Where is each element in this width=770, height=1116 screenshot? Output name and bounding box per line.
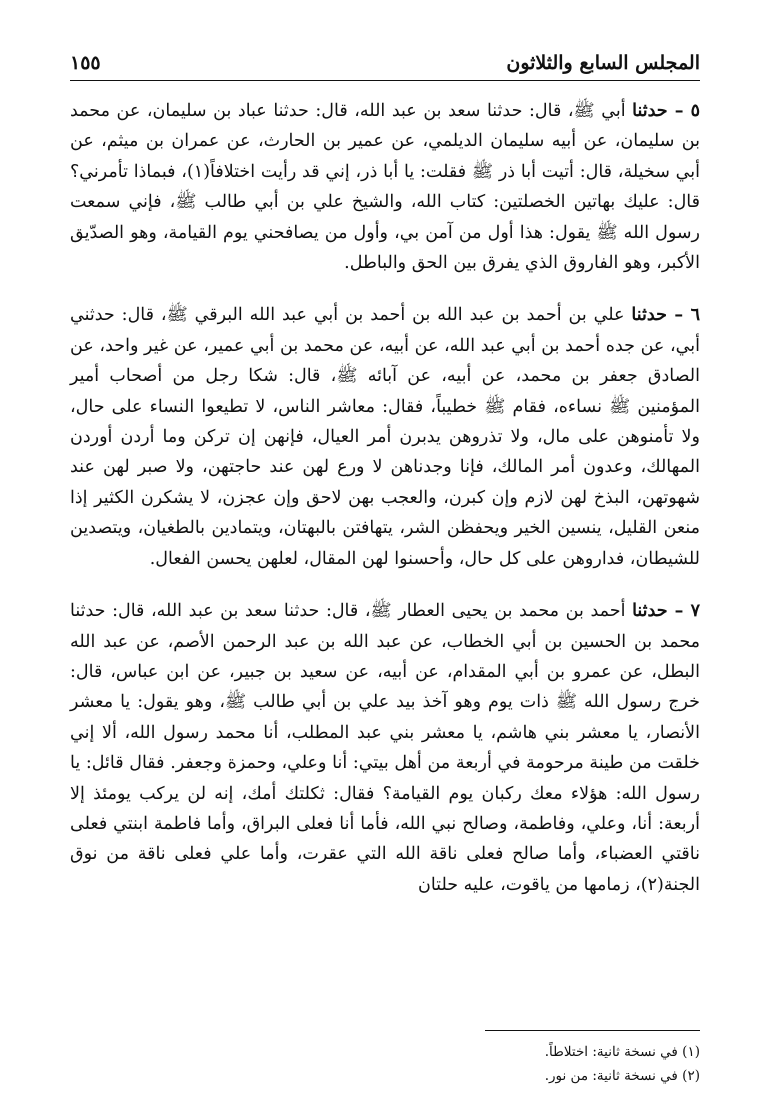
chapter-title: المجلس السابع والثلاثون xyxy=(506,52,700,74)
page-number: ١٥٥ xyxy=(70,52,101,74)
paragraph-lead: ٥ – حدثنا xyxy=(632,101,700,121)
footnotes xyxy=(70,1040,700,1088)
page-body xyxy=(70,96,700,922)
paragraph-text: أبي ﷺ، قال: حدثنا سعد بن عبد الله، قال: حدثنا عباد بن سليمان، عن محمد بن سليمان، عن أبيه سليمان الديلمي، عن عمير بن الحارث، عن عمران بن ميثم، عن أبي سخيلة، قال: أتيت أبا ذر ﷺ فقلت: يا أبا ذر، إني قد رأيت اختلافاً(١)، فبماذا تأمرني؟ قال: عليك بهاتين الخصلتين: كتاب الله، والشيخ علي بن أبي طالب ﷺ، فإني سمعت رسول الله ﷺ يقول: هذا أول من آمن بي، وأول من يصافحني يوم القيامة، وهو الصدّيق الأكبر، وهو الفاروق الذي يفرق بين الحق والباطل. xyxy=(70,101,700,274)
paragraph-lead: ٧ – حدثنا xyxy=(632,601,700,622)
footnote-2: (٢) في نسخة ثانية: من نور. xyxy=(544,1068,700,1084)
page-header xyxy=(70,38,700,81)
footnote-divider xyxy=(485,1030,700,1031)
paragraph-lead: ٦ – حدثنا xyxy=(631,305,700,326)
hadith-paragraph-7 xyxy=(70,596,700,900)
paragraph-text: أحمد بن محمد بن يحيى العطار ﷺ، قال: حدثنا سعد بن عبد الله، قال: حدثنا محمد بن الحسين بن أبي الخطاب، عن عبد الله بن عبد الرحمن الأصم، عن عبد الله البطل، عن عمرو بن أبي المقدام، عن أبيه، عن سعيد بن جبير، عن ابن عباس، قال: خرج رسول الله ﷺ ذات يوم وهو آخذ بيد علي بن أبي طالب ﷺ، وهو يقول: يا معشر الأنصار، يا معشر بني هاشم، يا معشر بني عبد المطلب، أنا محمد رسول الله، ألا إني خلقت من طينة مرحومة في أربعة من أهل بيتي: أنا وعلي، وحمزة وجعفر. فقال قائل: يا رسول الله: هؤلاء معك ركبان يوم القيامة؟ فقال: ثكلتك أمك، إنه لن يركب يومئذ إلا أربعة: أنا، وعلي، وفاطمة، وصالح نبي الله، فأما أنا فعلى البراق، وأما فاطمة ابنتي فعلى ناقتي العضباء، وأما صالح فعلى ناقة الله التي عقرت، وأما علي فعلى ناقة من نوق الجنة(٢)، زمامها من ياقوت، عليه حلتان xyxy=(70,601,700,895)
hadith-paragraph-5 xyxy=(70,96,700,278)
paragraph-text: علي بن أحمد بن عبد الله بن أحمد بن أبي عبد الله البرقي ﷺ، قال: حدثني أبي، عن جده أحمد بن أبي عبد الله، عن أبيه، عن محمد بن أبي عمير، عن غير واحد، عن الصادق جعفر بن محمد، عن أبيه، عن آبائه ﷺ، قال: شكا رجل من أصحاب أمير المؤمنين ﷺ نساءه، فقام ﷺ خطيباً، فقال: معاشر الناس، لا تطيعوا النساء على حال، ولا تأمنوهن على مال، ولا تذروهن يدبرن أمر العيال، فإنهن إن تركن وما أردن أوردن المهالك، وعدون أمر المالك، فإنا وجدناهن لا ورع لهن عند حاجتهن، ولا صبر لهن عند شهوتهن، البذخ لهن لازم وإن كبرن، والعجب بهن لاحق وإن عجزن، لا يشكرن الكثير إذا منعن القليل، ينسين الخير ويحفظن الشر، يتهافتن بالبهتان، ويتمادين بالطغيان، ويتصدين للشيطان، فداروهن على كل حال، وأحسنوا لهن المقال، لعلهن يحسن الفعال. xyxy=(70,305,700,569)
hadith-paragraph-6 xyxy=(70,300,700,574)
footnote-1: (١) في نسخة ثانية: اختلاطاً. xyxy=(544,1044,700,1060)
